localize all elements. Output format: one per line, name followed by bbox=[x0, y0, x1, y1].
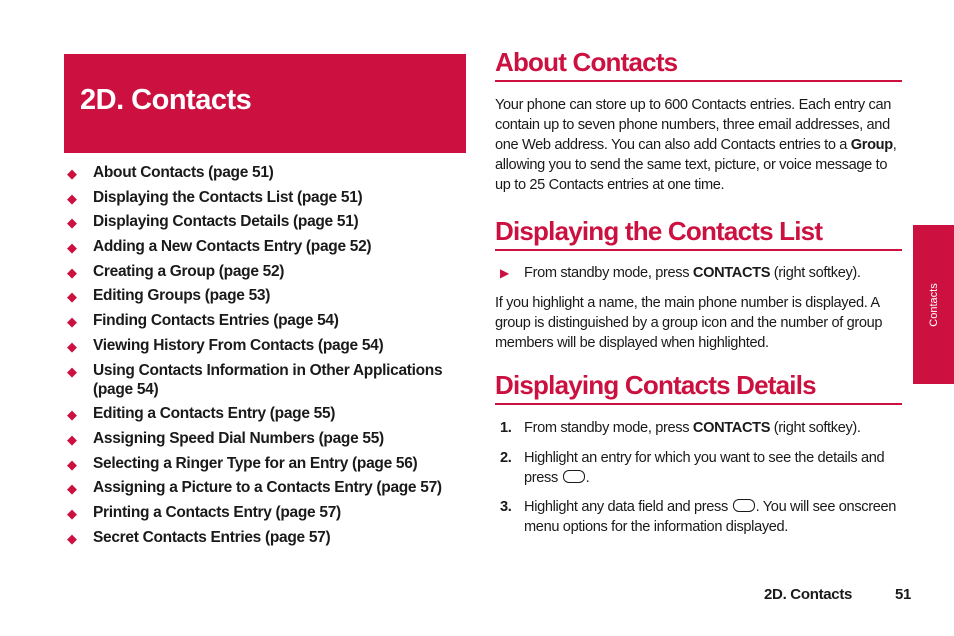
diamond-bullet-icon: ◆ bbox=[67, 264, 77, 280]
details-section bbox=[495, 370, 902, 537]
toc-item: ◆ About Contacts (page 51) bbox=[67, 164, 274, 181]
toc-item: ◆ Adding a New Contacts Entry (page 52) bbox=[67, 238, 372, 256]
diamond-bullet-icon: ◆ bbox=[67, 215, 77, 231]
diamond-bullet-icon: ◆ bbox=[67, 338, 77, 354]
diamond-bullet-icon: ◆ bbox=[67, 481, 77, 497]
section-title: About Contacts bbox=[495, 47, 902, 82]
diamond-bullet-icon: ◆ bbox=[67, 456, 77, 472]
diamond-bullet-icon: ◆ bbox=[67, 363, 77, 379]
chapter-header bbox=[64, 54, 466, 153]
list-paragraph: If you highlight a name, the main phone number is displayed. A group is distinguished by a group icon and the number of group members will be displayed when highlighted. bbox=[495, 295, 883, 351]
toc-item: ◆ Using Contacts Information in Other Applications (page 54) bbox=[67, 361, 443, 398]
toc-item: ◆ Assigning a Picture to a Contacts Entry (page 57) bbox=[67, 479, 442, 497]
toc-item: ◆ Viewing History From Contacts (page 54) bbox=[67, 336, 384, 354]
menu-ok-key-icon bbox=[563, 470, 585, 483]
diamond-bullet-icon: ◆ bbox=[67, 407, 77, 423]
toc-item: ◆ Creating a Group (page 52) bbox=[67, 262, 285, 280]
toc-item: ◆ Displaying the Contacts List (page 51) bbox=[67, 188, 363, 206]
toc-item: ◆ Assigning Speed Dial Numbers (page 55) bbox=[67, 429, 384, 447]
about-paragraph: Your phone can store up to 600 Contacts entries. Each entry can contain up to seven phone numbers, three email addresses, and one Web address. You can also add Contacts entries to a Group, allowing you to send the same text, picture, or voice message to up to 25 Contacts entries at one time. bbox=[495, 97, 897, 193]
toc-item: ◆ Secret Contacts Entries (page 57) bbox=[67, 528, 331, 546]
diamond-bullet-icon: ◆ bbox=[67, 166, 77, 181]
diamond-bullet-icon: ◆ bbox=[67, 190, 77, 206]
details-step: 1. From standby mode, press CONTACTS (right softkey). bbox=[500, 420, 861, 436]
toc-item: ◆ Displaying Contacts Details (page 51) bbox=[67, 213, 359, 231]
list-step: ▶ From standby mode, press CONTACTS (right softkey). bbox=[500, 265, 861, 281]
triangle-bullet-icon: ▶ bbox=[500, 266, 509, 280]
about-section bbox=[495, 47, 902, 195]
side-tab-label: Contacts bbox=[927, 282, 940, 327]
details-step: 2. Highlight an entry for which you want to see the details and press . bbox=[500, 450, 885, 486]
section-title: Displaying the Contacts List bbox=[495, 216, 902, 251]
diamond-bullet-icon: ◆ bbox=[67, 431, 77, 447]
toc-item: ◆ Selecting a Ringer Type for an Entry (page 56) bbox=[67, 454, 418, 472]
diamond-bullet-icon: ◆ bbox=[67, 240, 77, 256]
footer-page-number: 51 bbox=[895, 586, 912, 603]
menu-ok-key-icon bbox=[733, 499, 755, 512]
toc-item: ◆ Finding Contacts Entries (page 54) bbox=[67, 312, 339, 330]
list-section bbox=[495, 216, 902, 353]
diamond-bullet-icon: ◆ bbox=[67, 505, 77, 521]
diamond-bullet-icon: ◆ bbox=[67, 289, 77, 305]
diamond-bullet-icon: ◆ bbox=[67, 530, 77, 546]
details-step: 3. Highlight any data field and press . You will see onscreen menu options for the information displayed. bbox=[500, 499, 897, 535]
chapter-title: 2D. Contacts bbox=[80, 84, 252, 116]
section-title: Displaying Contacts Details bbox=[495, 370, 902, 405]
chapter-toc bbox=[64, 163, 464, 552]
side-section-tab bbox=[913, 225, 954, 384]
toc-item: ◆ Printing a Contacts Entry (page 57) bbox=[67, 503, 341, 521]
diamond-bullet-icon: ◆ bbox=[67, 314, 77, 330]
toc-item: ◆ Editing Groups (page 53) bbox=[67, 287, 271, 305]
footer-section-name: 2D. Contacts bbox=[764, 586, 853, 603]
toc-item: ◆ Editing a Contacts Entry (page 55) bbox=[67, 405, 336, 423]
